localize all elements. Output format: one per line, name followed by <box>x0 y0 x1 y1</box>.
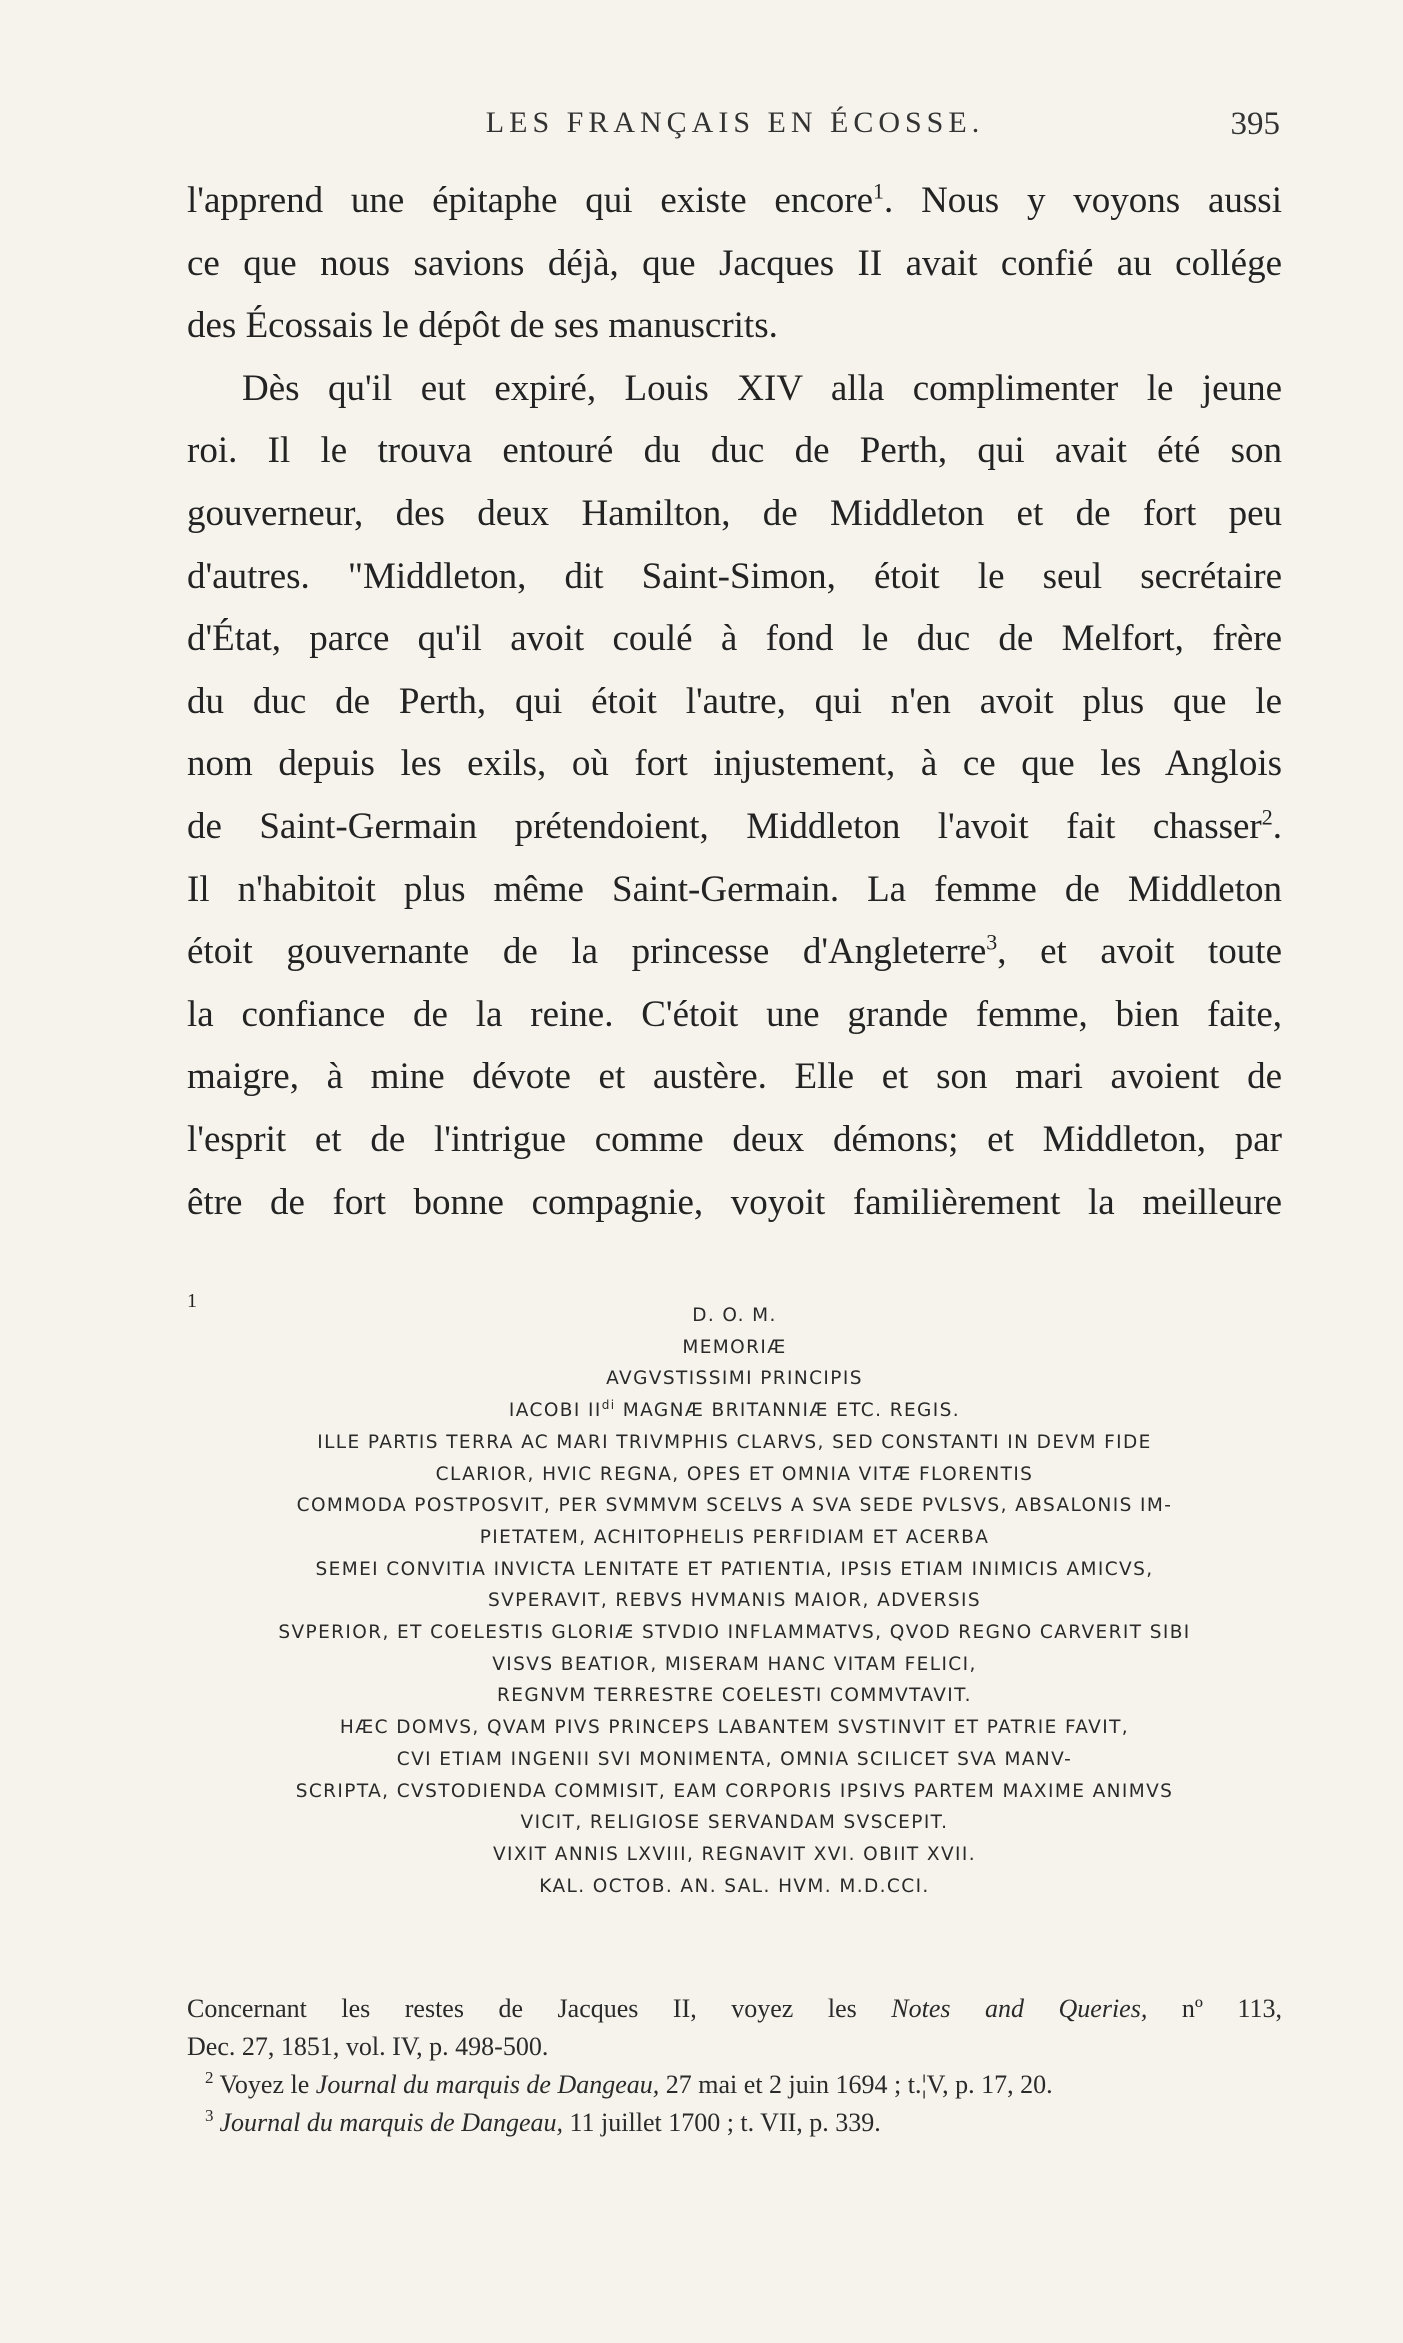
text-line: Il n'habitoit plus même Saint-Germain. La femme de Middleton <box>187 868 1282 910</box>
text-line: la confiance de la reine. C'étoit une grande femme, bien faite, <box>187 993 1282 1035</box>
footnote-line: Concernant les restes de Jacques II, voyez les Notes and Queries, nº 113, <box>187 1994 1282 2023</box>
footnote-ref: 2 <box>1261 804 1273 830</box>
footnote-line: $^3$ Journal du marquis de Dangeau, 11 juillet 1700 ; t. VII, p. 339. <box>205 2106 881 2137</box>
text-line: gouverneur, des deux Hamilton, de Middleton et de fort peu <box>187 492 1282 534</box>
epitaph-inscription <box>187 1300 1282 1902</box>
page-number: 395 <box>1230 106 1280 142</box>
epitaph-line: PIETATEM, ACHITOPHELIS PERFIDIAM ET ACERBA <box>479 1526 990 1548</box>
epitaph-line: D. O. M. <box>692 1305 777 1326</box>
text-line: des Écossais le dépôt de ses manuscrits. <box>187 305 778 347</box>
page-header <box>190 106 1280 146</box>
epitaph-line: SVPERIOR, ET COELESTIS GLORIÆ STVDIO INFLAMMATVS, QVOD REGNO CARVERIT SIBI <box>278 1622 1191 1644</box>
footnote-line: Dec. 27, 1851, vol. IV, p. 498-500. <box>187 2032 549 2061</box>
text-line: étoit gouvernante de la princesse d'Angleterre$^3$, et avoit toute <box>187 929 1282 973</box>
footnote-ref: 1 <box>873 178 885 204</box>
text-line: l'apprend une épitaphe qui existe encore$^1$. Nous y voyons aussi <box>187 178 1282 221</box>
text-line: d'autres. "Middleton, dit Saint-Simon, étoit le seul secrétaire <box>187 555 1282 597</box>
epitaph-line: KAL. OCTOB. AN. SAL. HVM. M.D.CCI. <box>539 1875 930 1897</box>
text-line: roi. Il le trouva entouré du duc de Perth, qui avait été son <box>187 430 1282 472</box>
epitaph-line: HÆC DOMVS, QVAM PIVS PRINCEPS LABANTEM SVSTINVIT ET PATRIE FAVIT, <box>339 1717 1130 1739</box>
text-line: nom depuis les exils, où fort injustement, à ce que les Anglois <box>187 743 1282 785</box>
text-line: ce que nous savions déjà, que Jacques II avait confié au collége <box>187 242 1282 284</box>
footnote-notes <box>187 1990 1282 2142</box>
text-line: Dès qu'il eut expiré, Louis XIV alla complimenter le jeune <box>242 367 1282 409</box>
epitaph-line: VIXIT ANNIS LXVIII, REGNAVIT XVI. OBIIT XVII. <box>492 1843 977 1865</box>
epitaph-line: CVI ETIAM INGENII SVI MONIMENTA, OMNIA SCILICET SVA MANV- <box>396 1748 1073 1770</box>
footnote-line: $^2$ Voyez le Journal du marquis de Dangeau, 27 mai et 2 juin 1694 ; t.¦V, p. 17, 20. <box>205 2068 1053 2099</box>
text-line: de Saint-Germain prétendoient, Middleton l'avoit fait chasser$^2$. <box>187 804 1282 847</box>
text-line: d'État, parce qu'il avoit coulé à fond le duc de Melfort, frère <box>187 618 1282 660</box>
epitaph-line: ILLE PARTIS TERRA AC MARI TRIVMPHIS CLARVS, SED CONSTANTI IN DEVM FIDE <box>317 1431 1152 1453</box>
epitaph-line: COMMODA POSTPOSVIT, PER SVMMVM SCELVS A SVA SEDE PVLSVS, ABSALONIS IM- <box>296 1495 1173 1517</box>
epitaph-line: MEMORIÆ <box>682 1336 787 1358</box>
text-line: l'esprit et de l'intrigue comme deux démons; et Middleton, par <box>187 1118 1282 1160</box>
epitaph-line: AVGVSTISSIMI PRINCIPIS <box>606 1368 863 1390</box>
epitaph-line: SVPERAVIT, REBVS HVMANIS MAIOR, ADVERSIS <box>487 1590 981 1612</box>
epitaph-line: REGNVM TERRESTRE COELESTI COMMVTAVIT. <box>497 1685 972 1707</box>
text-line: du duc de Perth, qui étoit l'autre, qui n'en avoit plus que le <box>187 680 1282 722</box>
epitaph-line: VICIT, RELIGIOSE SERVANDAM SVSCEPIT. <box>520 1812 949 1834</box>
footnote-ref: 3 <box>986 929 998 955</box>
text-line: être de fort bonne compagnie, voyoit familièrement la meilleure <box>187 1181 1282 1223</box>
epitaph-line: SCRIPTA, CVSTODIENDA COMMISIT, EAM CORPORIS IPSIVS PARTEM MAXIME ANIMVS <box>295 1780 1174 1802</box>
epitaph-line: SEMEI CONVITIA INVICTA LENITATE ET PATIENTIA, IPSIS ETIAM INIMICIS AMICVS, <box>315 1558 1154 1580</box>
running-title: LES FRANÇAIS EN ÉCOSSE. <box>485 106 985 139</box>
epitaph-line: IACOBI $II^{di}$ MAGNÆ BRITANNIÆ ETC. REGIS. <box>508 1397 961 1422</box>
main-text <box>187 170 1282 1234</box>
epitaph-line: CLARIOR, HVIC REGNA, OPES ET OMNIA VITÆ FLORENTIS <box>435 1463 1034 1485</box>
text-line: maigre, à mine dévote et austère. Elle et son mari avoient de <box>187 1056 1282 1098</box>
footnote-marker: 1 <box>187 1290 197 1312</box>
epitaph-line: VISVS BEATIOR, MISERAM HANC VITAM FELICI, <box>492 1653 977 1675</box>
